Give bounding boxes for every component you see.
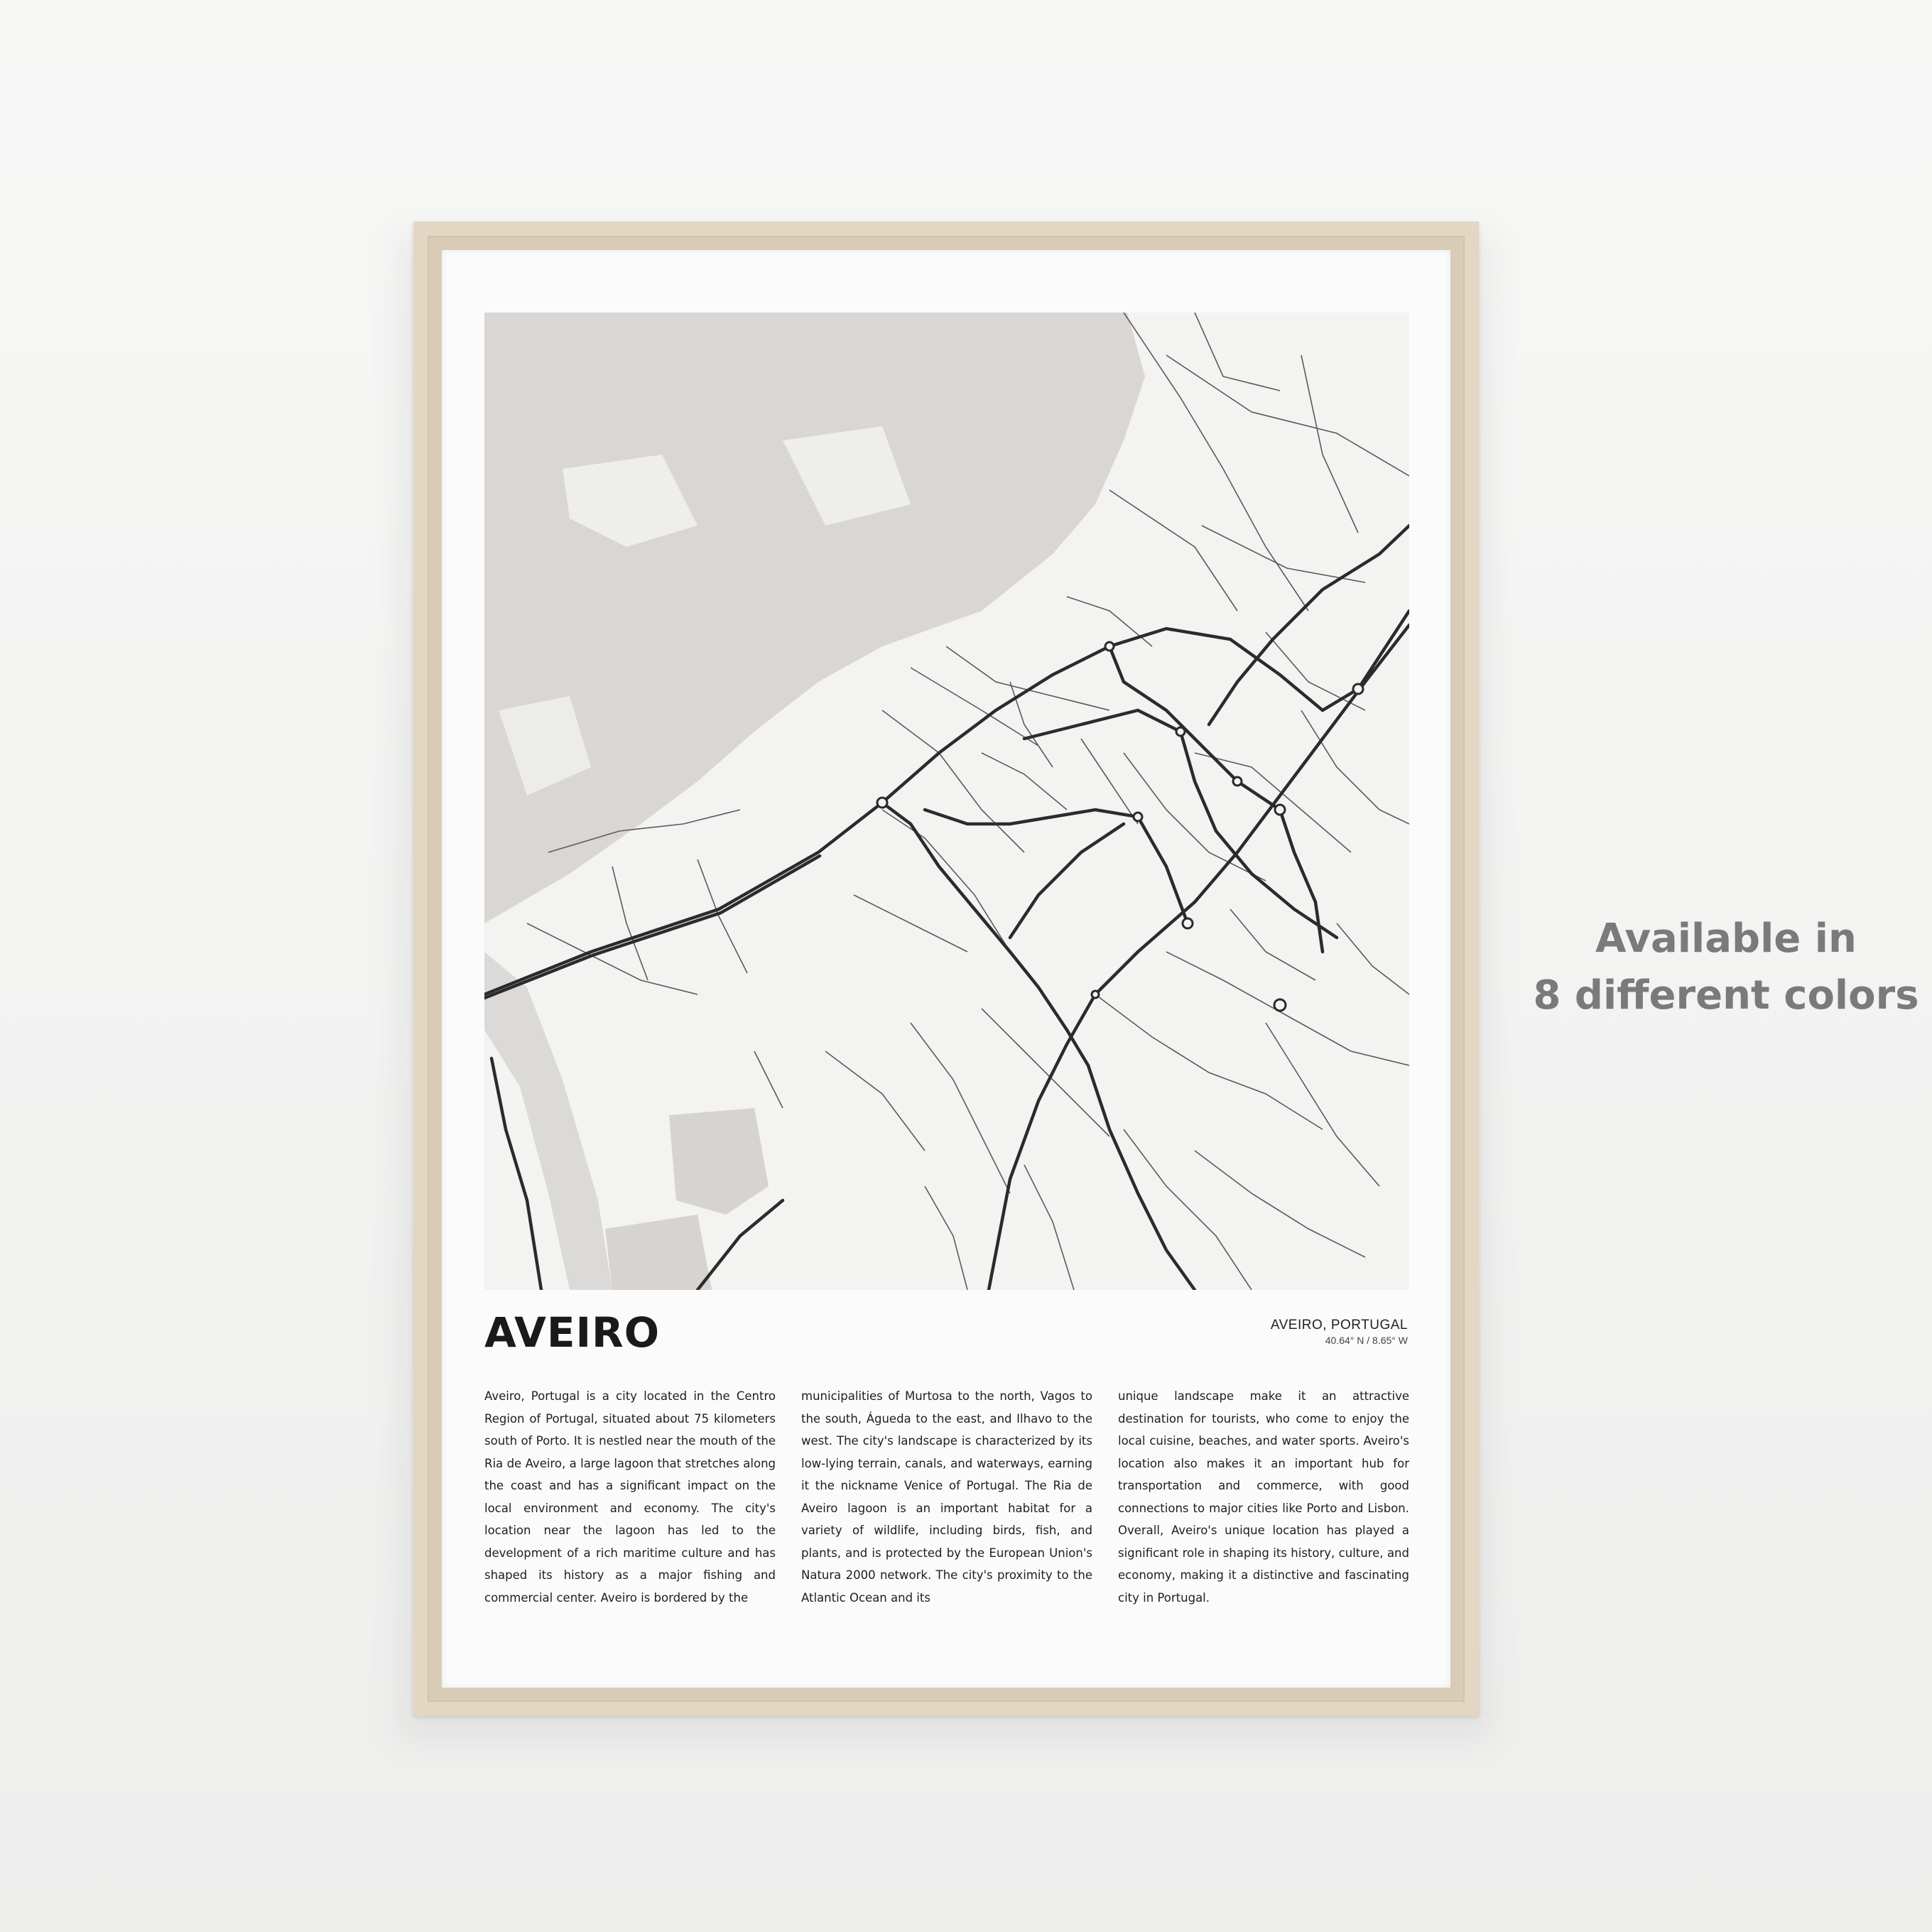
poster-title: AVEIRO [484,1308,661,1357]
description-column-3: unique landscape make it an attractive destination for tourists, who come to enjoy the local cuisine, beaches, and water sports. Aveiro's location also makes it an important hub for transportation and commerce, with good connections to major cities like Porto and Lisbon. Overall, Aveiro's unique location has played a significant role in shaping its history, culture, and economy, making it a distinctive and fascinating city in Portugal. [1118,1389,1409,1605]
location-block [1271,1318,1408,1346]
description-column-1: Aveiro, Portugal is a city located in the Centro Region of Portugal, situated about 75 kilometers south of Porto. It is nestled near the mouth of the Ria de Aveiro, a large lagoon that stretches along the coast and has a significant impact on the local environment and economy. The city's location near the lagoon has led to the development of a rich maritime culture and has shaped its history as a major fishing and commercial center. Aveiro is bordered by the [484,1389,776,1605]
caption-line-1: Available in [1595,916,1857,962]
location-label: AVEIRO, PORTUGAL [1270,1318,1408,1333]
city-map [484,313,1409,1290]
lagoon-water [484,313,1145,923]
salt-pans-2 [605,1215,712,1290]
coordinates-label: 40.64° N / 8.65° W [1325,1335,1408,1346]
map-graphic [484,313,1409,1290]
description-column-2: municipalities of Murtosa to the north, Vagos to the south, Águeda to the east, and Ilhavo to the west. The city's landscape is characterized by its low-lying terrain, canals, and waterways, earning it the nickname Venice of Portugal. The Ria de Aveiro lagoon is an important habitat for a variety of wildlife, including birds, fish, and plants, and is protected by the European Union's Natura 2000 network. The city's proximity to the Atlantic Ocean and its [801,1389,1092,1605]
salt-pans [669,1108,769,1215]
availability-caption [1527,911,1925,1024]
poster-description [484,1385,1409,1609]
caption-line-2: 8 different colors [1533,972,1919,1019]
